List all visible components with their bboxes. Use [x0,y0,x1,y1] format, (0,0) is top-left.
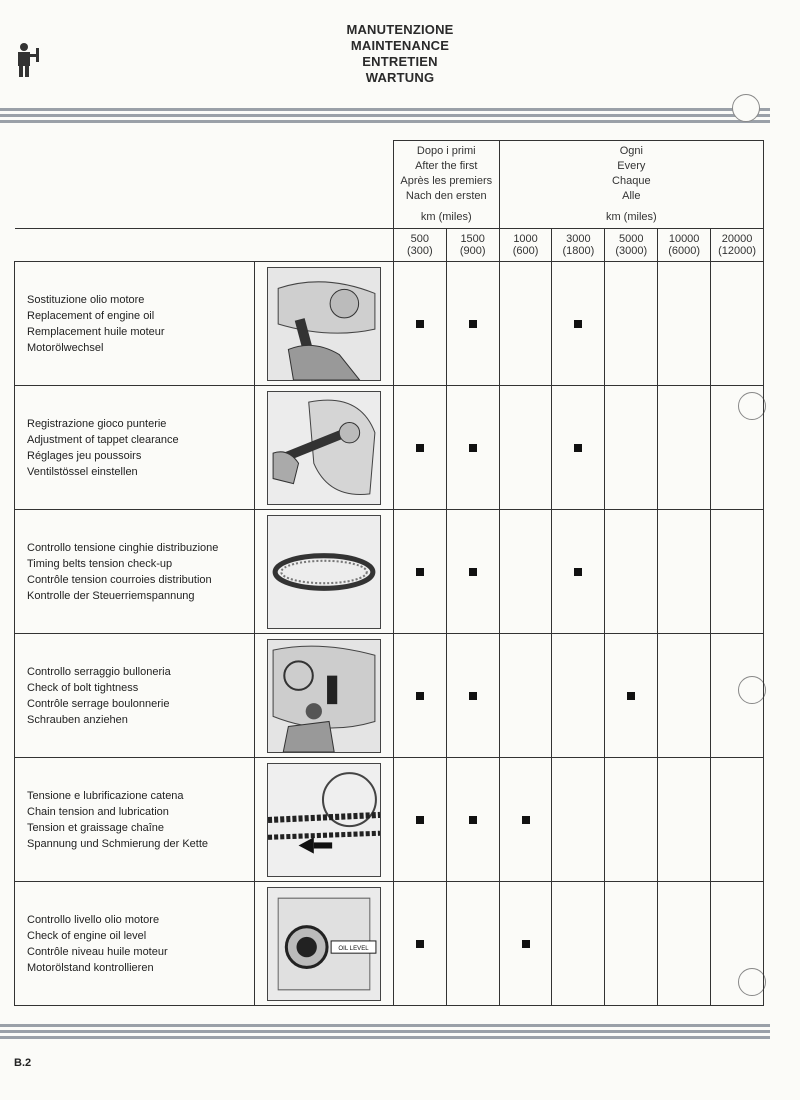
task-description [15,510,255,634]
interval-cell [711,510,764,634]
interval-cell [658,634,711,758]
bolts-illustration [267,639,381,753]
oil-level-label: OIL LEVEL [338,944,369,952]
interval-cell [446,510,499,634]
task-description [15,758,255,882]
task-illustration [255,386,394,510]
interval-km: 1500 [460,233,485,245]
scheduled-mark-icon [416,444,424,452]
interval-cell [499,510,552,634]
interval-cell [446,758,499,882]
interval-cell [658,882,711,1006]
interval-header [658,229,711,262]
interval-header [499,229,552,262]
task-line: Controllo livello olio motore [27,913,160,926]
task-line: Contrôle tension courroies distribution [27,573,212,586]
binder-hole [732,94,760,122]
scheduled-mark-icon [416,568,424,576]
interval-cell [711,262,764,386]
scheduled-mark-icon [522,940,530,948]
interval-cell [605,262,658,386]
every-header: Ogni Every Chaque Alle km (miles) [499,141,763,229]
interval-cell [605,386,658,510]
interval-cell [393,262,446,386]
interval-header [552,229,605,262]
interval-header [605,229,658,262]
interval-miles: (600) [512,245,539,257]
task-line: Timing belts tension check-up [27,557,173,570]
task-line: Kontrolle der Steuerriemspannung [27,589,195,602]
scheduled-mark-icon [469,568,477,576]
scheduled-mark-icon [416,692,424,700]
task-illustration [255,262,394,386]
task-line: Schrauben anziehen [27,713,128,726]
interval-miles: (6000) [668,245,701,257]
header-rule [0,108,770,111]
interval-miles: (300) [406,245,433,257]
task-line: Controllo serraggio bulloneria [27,665,171,678]
table-row [15,510,764,634]
title-en: MAINTENANCE [350,38,450,53]
interval-cell [658,758,711,882]
interval-cell [393,510,446,634]
task-line: Replacement of engine oil [27,309,155,322]
maintenance-table [14,140,764,1006]
interval-cell [552,634,605,758]
scheduled-mark-icon [469,816,477,824]
task-description [15,386,255,510]
interval-cell [446,634,499,758]
interval-miles: (12000) [718,245,756,257]
task-illustration [255,634,394,758]
interval-cell [605,882,658,1006]
scheduled-mark-icon [416,816,424,824]
interval-cell [605,758,658,882]
interval-cell [552,758,605,882]
tappet-illustration [267,391,381,505]
scheduled-mark-icon [469,444,477,452]
scheduled-mark-icon [416,320,424,328]
interval-header [393,229,446,262]
oil-change-illustration [267,267,381,381]
interval-cell [499,634,552,758]
interval-miles: (900) [459,245,486,257]
title-it: MANUTENZIONE [346,22,454,37]
table-row [15,758,764,882]
task-line: Check of bolt tightness [27,681,139,694]
interval-km: 3000 [566,233,591,245]
belt-illustration [267,515,381,629]
table-row [15,882,764,1006]
header-rule [0,120,770,123]
interval-header [446,229,499,262]
interval-cell [711,386,764,510]
interval-cell [605,634,658,758]
interval-cell [552,510,605,634]
interval-cell [499,758,552,882]
header-rule [0,114,770,117]
task-line: Motorölwechsel [27,341,104,354]
interval-cell [499,882,552,1006]
scheduled-mark-icon [627,692,635,700]
scheduled-mark-icon [574,568,582,576]
task-line: Contrôle serrage boulonnerie [27,697,170,710]
task-description [15,262,255,386]
interval-cell [605,510,658,634]
table-row [15,262,764,386]
interval-cell [711,882,764,1006]
header-blank [15,229,394,262]
task-line: Controllo tensione cinghie distribuzione [27,541,219,554]
task-line: Ventilstössel einstellen [27,465,138,478]
interval-cell [499,262,552,386]
task-line: Réglages jeu poussoirs [27,449,142,462]
table-row [15,386,764,510]
task-illustration [255,510,394,634]
mechanic-icon [12,42,42,78]
table-row [15,634,764,758]
interval-km: 1000 [513,233,538,245]
scheduled-mark-icon [469,692,477,700]
header-blank [15,141,394,229]
interval-km: 10000 [668,233,700,245]
interval-miles: (3000) [615,245,648,257]
task-line: Contrôle niveau huile moteur [27,945,168,958]
interval-miles: (1800) [562,245,595,257]
footer-rule [0,1030,770,1033]
interval-cell [499,386,552,510]
interval-cell [658,510,711,634]
task-description [15,634,255,758]
footer-rule [0,1036,770,1039]
interval-km: 500 [410,233,429,245]
task-illustration [255,882,394,1006]
interval-cell [393,882,446,1006]
after-first-header: Dopo i primi After the first Après les premiers Nach den ersten km (miles) [393,141,499,229]
interval-cell [393,634,446,758]
title-de: WARTUNG [365,70,435,85]
page-header [0,22,800,86]
task-line: Motorölstand kontrollieren [27,961,154,974]
interval-cell [393,386,446,510]
interval-cell [552,262,605,386]
task-line: Remplacement huile moteur [27,325,165,338]
scheduled-mark-icon [574,444,582,452]
task-line: Adjustment of tappet clearance [27,433,179,446]
interval-cell [658,262,711,386]
scheduled-mark-icon [574,320,582,328]
task-line: Spannung und Schmierung der Kette [27,837,209,850]
interval-cell [552,386,605,510]
scheduled-mark-icon [522,816,530,824]
title-fr: ENTRETIEN [362,54,438,69]
oil-level-illustration [267,887,381,1001]
scheduled-mark-icon [469,320,477,328]
interval-cell [446,262,499,386]
page-number: B.2 [14,1057,32,1069]
task-line: Chain tension and lubrication [27,805,169,818]
scheduled-mark-icon [416,940,424,948]
task-line: Check of engine oil level [27,929,147,942]
interval-cell [711,758,764,882]
task-line: Sostituzione olio motore [27,293,145,306]
task-line: Tension et graissage chaîne [27,821,164,834]
chain-illustration [267,763,381,877]
interval-cell [393,758,446,882]
interval-cell [552,882,605,1006]
interval-km: 20000 [721,233,753,245]
interval-cell [711,634,764,758]
interval-cell [446,386,499,510]
task-line: Registrazione gioco punterie [27,417,167,430]
task-line: Tensione e lubrificazione catena [27,789,184,802]
interval-km: 5000 [619,233,644,245]
interval-header [711,229,764,262]
task-illustration [255,758,394,882]
interval-cell [446,882,499,1006]
task-description [15,882,255,1006]
footer-rule [0,1024,770,1027]
interval-cell [658,386,711,510]
